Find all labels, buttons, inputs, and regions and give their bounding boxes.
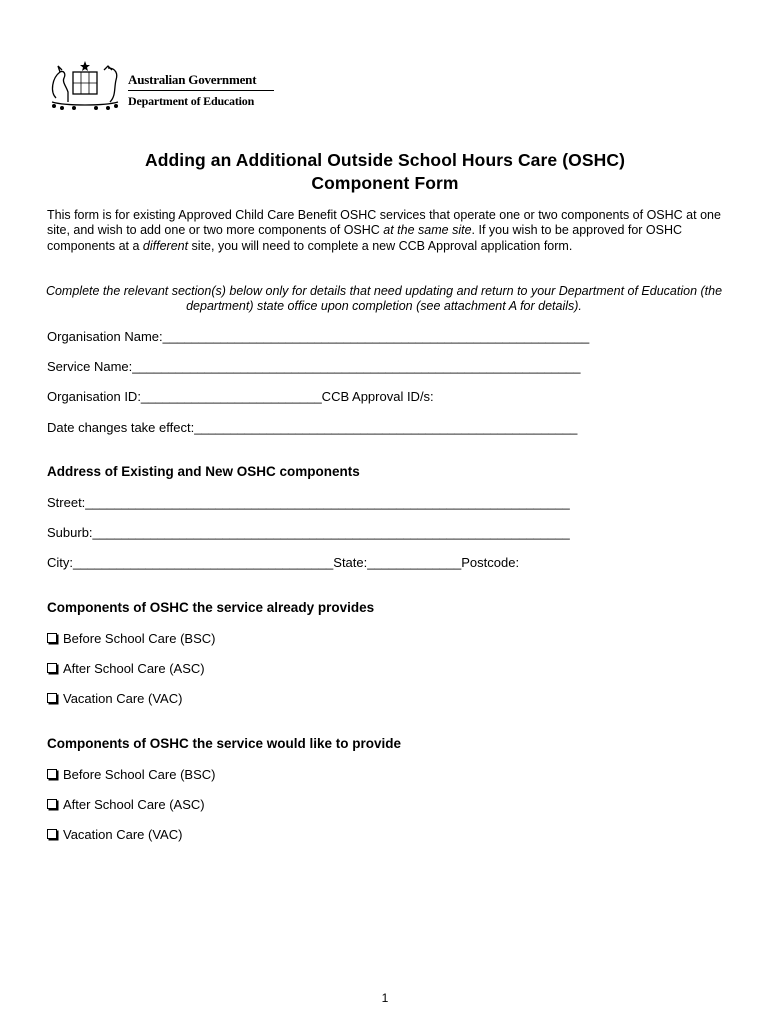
date-changes-field[interactable]: Date changes take effect:_____________________________________________________: [47, 420, 578, 435]
checkbox-icon[interactable]: [47, 769, 57, 779]
intro-emphasis-different: different: [142, 238, 189, 253]
checkbox-icon[interactable]: [47, 633, 57, 643]
form-title-line-1: Adding an Additional Outside School Hours Care (OSHC): [144, 150, 626, 170]
checkbox-label: After School Care (ASC): [63, 797, 205, 812]
department-name: Department of Education: [128, 94, 255, 108]
organisation-id-field[interactable]: Organisation ID:_________________________CCB Approval ID/s:: [47, 389, 434, 404]
checkbox-icon[interactable]: [47, 693, 57, 703]
organisation-name-field[interactable]: Organisation Name:___________________________________________________________: [47, 329, 590, 344]
existing-bsc-checkbox[interactable]: [47, 631, 215, 646]
intro-text-2: . If you wish to be approved for OSHC components at a: [47, 223, 683, 253]
new-bsc-checkbox[interactable]: [47, 767, 215, 782]
new-asc-checkbox[interactable]: [47, 797, 205, 812]
logo-divider: [128, 90, 274, 91]
government-logo: [46, 58, 286, 114]
street-field[interactable]: Street:___________________________________________________________________: [47, 495, 570, 510]
address-heading: Address of Existing and New OSHC components: [47, 464, 360, 479]
government-name: Australian Government: [128, 72, 257, 87]
service-name-field[interactable]: Service Name:______________________________________________________________: [47, 359, 581, 374]
page-number: 1: [381, 991, 389, 1005]
form-title: [40, 149, 730, 195]
intro-text-1: This form is for existing Approved Child Care Benefit OSHC services that operate one or two components of OSHC at one site, and wish to add one or two more components of OSHC: [47, 208, 721, 238]
checkbox-icon[interactable]: [47, 663, 57, 673]
existing-components-heading: Components of OSHC the service already provides: [47, 600, 375, 615]
city-state-postcode-field[interactable]: City:____________________________________State:_____________Postcode:: [47, 555, 520, 570]
new-components-heading: Components of OSHC the service would like to provide: [47, 736, 402, 751]
intro-paragraph: [47, 208, 727, 254]
intro-text-3: site, you will need to complete a new CCB Approval application form.: [188, 238, 573, 253]
checkbox-icon[interactable]: [47, 799, 57, 809]
new-vac-checkbox[interactable]: [47, 827, 182, 842]
checkbox-label: Before School Care (BSC): [63, 631, 216, 646]
checkbox-icon[interactable]: [47, 829, 57, 839]
instruction-note: Complete the relevant section(s) below only for details that need updating and return to your Department of Education (the department) state office upon completion (see attachment A for details).: [45, 284, 723, 314]
suburb-field[interactable]: Suburb:__________________________________________________________________: [47, 525, 570, 540]
existing-vac-checkbox[interactable]: [47, 691, 182, 706]
existing-asc-checkbox[interactable]: [47, 661, 205, 676]
checkbox-label: After School Care (ASC): [63, 661, 205, 676]
checkbox-label: Vacation Care (VAC): [63, 827, 183, 842]
coat-of-arms-icon: [46, 58, 124, 110]
intro-emphasis-same-site: at the same site: [383, 223, 472, 238]
checkbox-label: Before School Care (BSC): [63, 767, 216, 782]
form-title-line-2: Component Form: [311, 173, 459, 193]
checkbox-label: Vacation Care (VAC): [63, 691, 183, 706]
